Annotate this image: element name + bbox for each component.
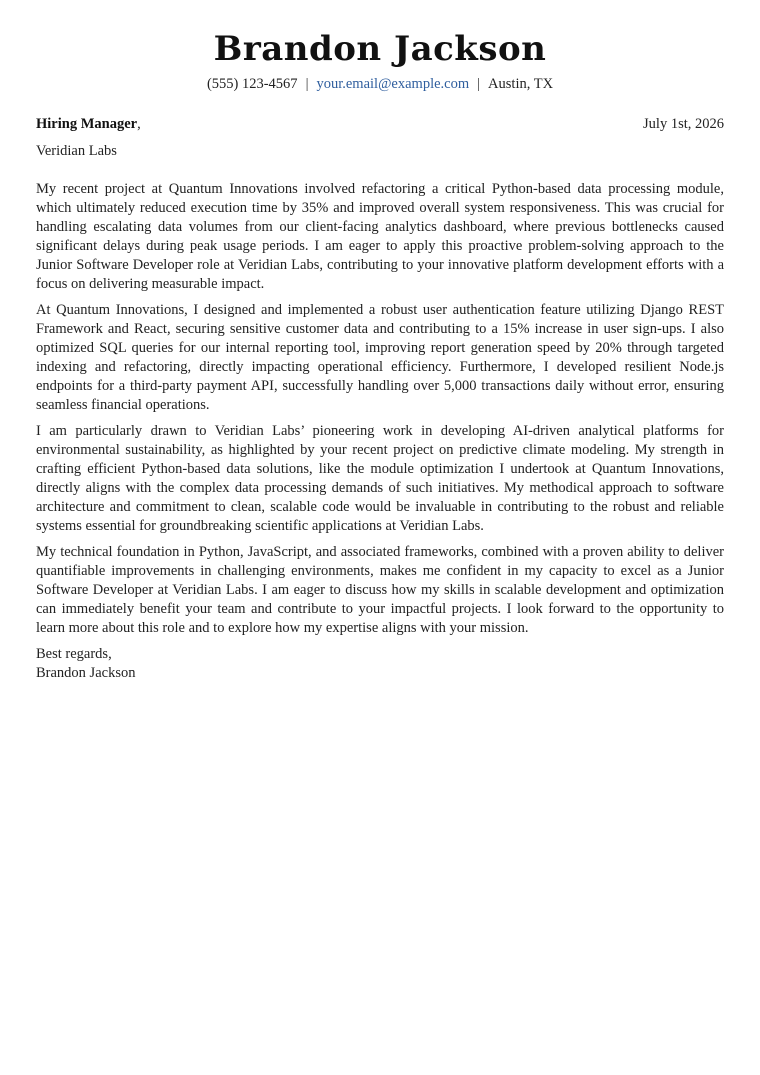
email-link[interactable]: your.email@example.com: [316, 76, 470, 92]
letter-closing: [36, 645, 724, 683]
closing-salutation: Best regards,: [36, 646, 112, 662]
contact-separator: |: [305, 76, 309, 92]
applicant-name: Brandon Jackson: [213, 29, 547, 69]
body-paragraph-2: At Quantum Innovations, I designed and implemented a robust user authentication feature utilizing Django REST Framework and React, securing sensitive customer data and contributing to a 15% increase in user sign-ups. I also optimized SQL queries for our internal reporting tool, improving report generation speed by 20% through targeted indexing and refactoring, directly impacting operational efficiency. Furthermore, I developed resilient Node.js endpoints for a third-party payment API, successfully handling over 5,000 transactions daily without error, ensuring seamless financial operations.: [36, 302, 724, 413]
phone-number: (555) 123-4567: [206, 76, 298, 92]
recipient-company: Veridian Labs: [36, 143, 117, 159]
closing-signature: Brandon Jackson: [36, 665, 136, 681]
letter-body: [36, 180, 724, 683]
contact-separator: |: [477, 76, 481, 92]
letter-date: July 1st, 2026: [643, 116, 724, 132]
recipient-role: Hiring Manager: [36, 116, 138, 132]
body-paragraph-3: I am particularly drawn to Veridian Labs’ pioneering work in developing AI-driven analytical platforms for environmental sustainability, as highlighted by your recent project on predictive climate modeling. My strength in crafting efficient Python-based data solutions, like the module optimization I undertook at Quantum Innovations, directly aligns with the complex data processing demands of such initiatives. My methodical approach to software architecture and commitment to clean, scalable code would be invaluable in contributing to the robust and reliable systems essential for groundbreaking scientific applications at Veridian Labs.: [36, 423, 724, 534]
body-paragraph-4: My technical foundation in Python, JavaScript, and associated frameworks, combined with a proven ability to deliver quantifiable improvements in challenging environments, makes me confident in my capacity to excel as a Junior Software Developer at Veridian Labs. I am eager to discuss how my skills in scalable development and optimization can immediately benefit your team and contribute to your impactful projects. I look forward to the opportunity to learn more about this role and to explore how my expertise aligns with your mission.: [36, 544, 724, 636]
contact-line: [0, 74, 760, 94]
recipient-role-comma: ,: [137, 116, 141, 132]
recipient-block: [36, 114, 724, 161]
location: Austin, TX: [488, 76, 554, 92]
recipient-greeting: [36, 114, 141, 134]
recipient-row: [36, 114, 724, 134]
body-paragraph-1: My recent project at Quantum Innovations involved refactoring a critical Python-based data processing module, which ultimately reduced execution time by 35% and improved overall system responsiveness. This was crucial for handling escalating data volumes from our client-facing analytics dashboard, where previous bottlenecks caused significant delays during peak usage periods. I am eager to apply this proactive problem-solving approach to the Junior Software Developer role at Veridian Labs, contributing to your innovative platform development efforts with a focus on delivering measurable impact.: [36, 181, 724, 292]
letter-header: [0, 28, 760, 94]
